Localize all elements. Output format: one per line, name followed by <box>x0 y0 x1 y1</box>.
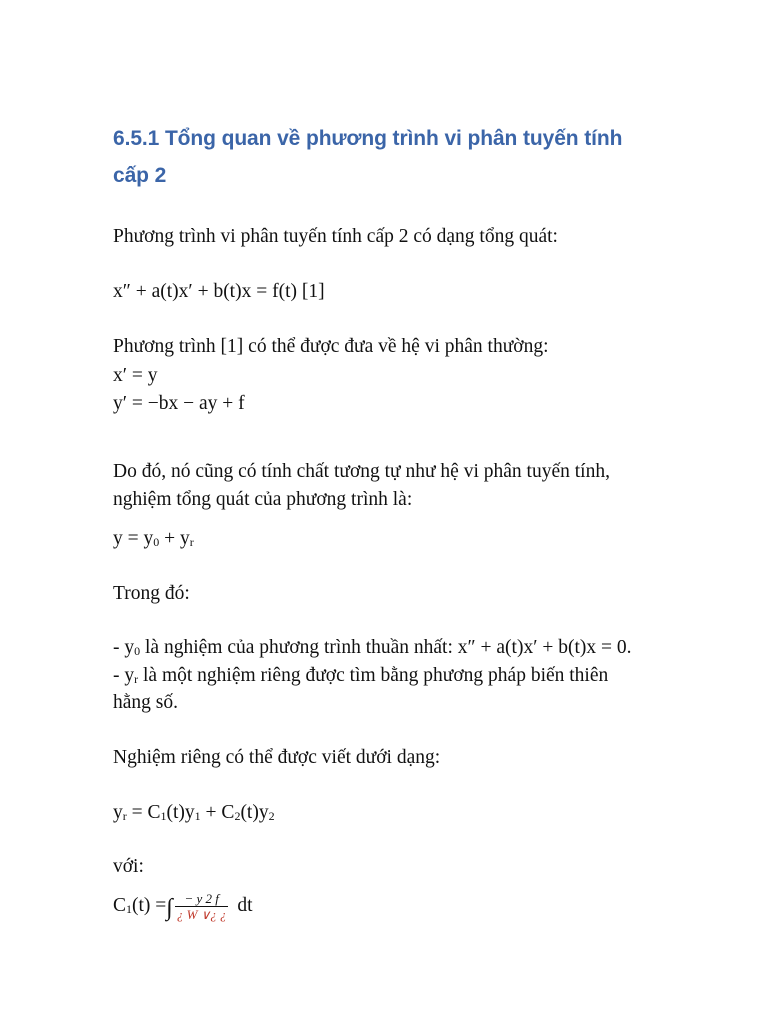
general-solution-sub-0: 0 <box>153 535 160 549</box>
system-line-1-text: x′ = y <box>113 365 158 386</box>
particular-y: y <box>113 802 123 823</box>
bullet-homogeneous-prefix: - y <box>113 637 135 658</box>
with-label: với: <box>113 856 144 877</box>
particular-paragraph: Nghiệm riêng có thể được viết dưới dạng: <box>113 747 441 768</box>
particular-c1-sub: 1 <box>160 809 167 823</box>
general-solution-sub-r: r <box>189 535 194 549</box>
conclusion-line-2: nghiệm tổng quát của phương trình là: <box>113 489 413 510</box>
bullet-particular-sub: r <box>134 672 139 686</box>
conclusion-line-1: Do đó, nó cũng có tính chất tương tự như hệ vi phân tuyến tính, <box>113 461 610 482</box>
particular-y1-sub: 1 <box>194 809 201 823</box>
particular-y-sub: r <box>122 809 127 823</box>
system-paragraph: Phương trình [1] có thể được đưa về hệ vi phân thường: <box>113 336 549 357</box>
c1-formula <box>113 891 253 922</box>
bullet-particular-text: là một nghiệm riêng được tìm bằng phương pháp biến thiên <box>138 665 609 686</box>
system-line-1 <box>113 362 158 390</box>
section-heading-line-2: cấp 2 <box>113 164 167 187</box>
particular-eq: = C <box>126 802 161 823</box>
particular-mid-2: (t)y <box>240 802 269 823</box>
fraction-numerator: − y 2 f <box>175 891 229 907</box>
bullet-homogeneous-sub: 0 <box>134 644 141 658</box>
fraction-denominator: ¿ W ∨¿ ¿ <box>176 907 227 922</box>
particular-c2-sub: 2 <box>234 809 241 823</box>
equation-1: x″ + a(t)x′ + b(t)x = f(t) [1] <box>113 281 325 302</box>
intro-paragraph: Phương trình vi phân tuyến tính cấp 2 có dạng tổng quát: <box>113 226 558 247</box>
general-solution-plus: + y <box>159 528 190 549</box>
system-line-2 <box>113 390 245 418</box>
bullet-particular-prefix: - y <box>113 665 135 686</box>
general-solution <box>113 525 194 553</box>
particular-y2-sub: 2 <box>268 809 275 823</box>
bullet-particular-continued: hằng số. <box>113 692 178 713</box>
general-solution-lhs: y = y <box>113 528 154 549</box>
c1-fraction <box>175 891 229 922</box>
c1-sub: 1 <box>126 901 133 916</box>
particular-formula <box>113 799 275 827</box>
c1-dt: dt <box>232 894 253 916</box>
where-label: Trong đó: <box>113 583 190 604</box>
section-heading-line-1: 6.5.1 Tổng quan về phương trình vi phân tuyến tính <box>113 127 623 150</box>
particular-plus: + C <box>200 802 235 823</box>
bullet-homogeneous-text: là nghiệm của phương trình thuần nhất: x″ + a(t)x′ + b(t)x = 0. <box>140 637 632 658</box>
bullet-particular <box>113 662 608 690</box>
system-line-2-text: y′ = −bx − ay + f <box>113 393 245 414</box>
section-heading <box>113 120 673 194</box>
bullet-homogeneous <box>113 634 632 662</box>
c1-letter: C <box>113 894 127 916</box>
particular-mid-1: (t)y <box>166 802 195 823</box>
integral-sign: ∫ <box>166 894 173 921</box>
c1-rest: (t) = <box>132 894 167 916</box>
